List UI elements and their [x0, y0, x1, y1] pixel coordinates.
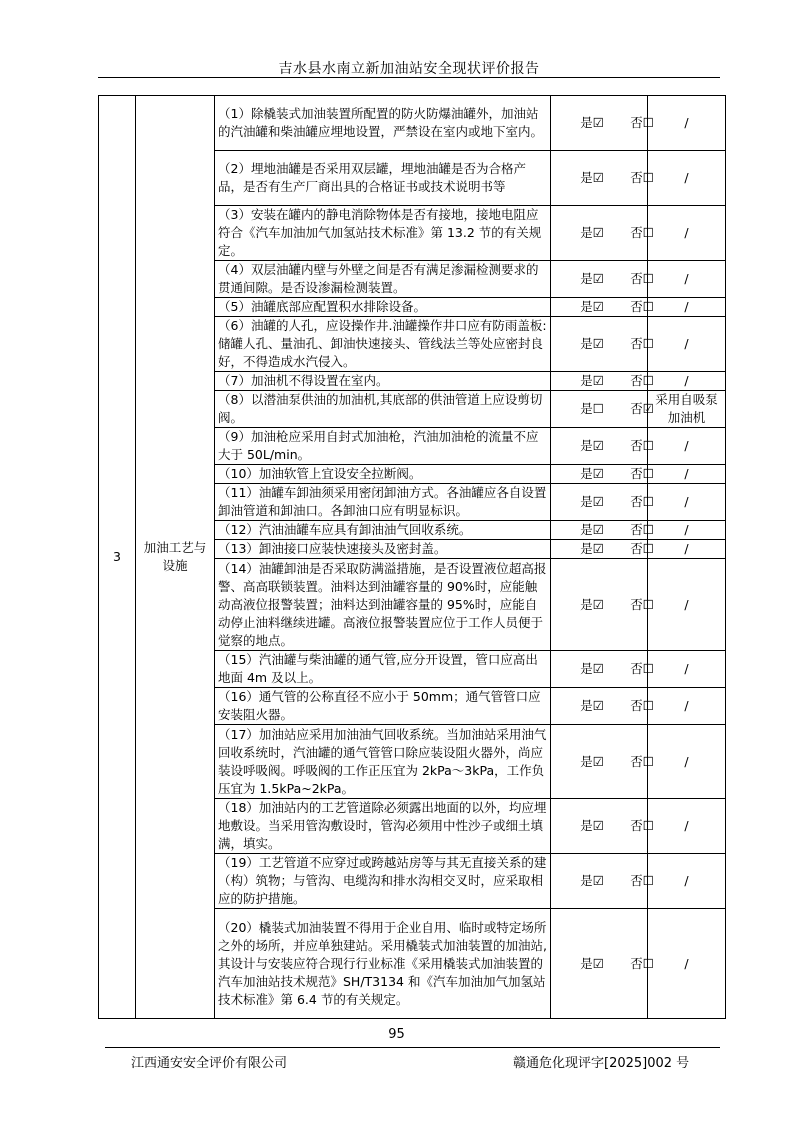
- check-result-cell: [551, 799, 654, 854]
- check-result-cell: [551, 151, 654, 206]
- remark-cell: /: [648, 261, 726, 298]
- footer-doc-number: 赣通危化现评字[2025]002 号: [513, 1056, 690, 1071]
- check-item-text: （16）通气管的公称直径不应小于 50mm；通气管管口应安装阻火器。: [215, 688, 551, 725]
- remark-cell: /: [648, 799, 726, 854]
- check-result-cell: [551, 261, 654, 298]
- check-item-text: （20）橇装式加油装置不得用于企业自用、临时或特定场所之外的场所，并应单独建站。采用橇装式加油装置的加油站,其设计与安装应符合现行行业标准《采用橇装式加油装置的汽车加油站技术规范》SH/T3134 和《汽车加油加气加氢站技术标准》第 6.4 节的有关规定。: [215, 909, 551, 1019]
- check-item-text: （5）油罐底部应配置积水排除设备。: [215, 298, 551, 317]
- check-item-text: （7）加油机不得设置在室内。: [215, 372, 551, 391]
- no-checkbox: 否☐: [630, 541, 654, 556]
- yes-checkbox: 是☑: [580, 115, 604, 130]
- check-result-cell: [551, 688, 654, 725]
- remark-cell: /: [648, 298, 726, 317]
- no-checkbox: 否☐: [630, 271, 654, 286]
- yes-checkbox: 是☑: [580, 466, 604, 481]
- no-checkbox: 否☐: [630, 336, 654, 351]
- check-item-text: （11）油罐车卸油须采用密闭卸油方式。各油罐应各自设置卸油管道和卸油口。各卸油口应有明显标识。: [215, 484, 551, 521]
- yes-checkbox: 是☑: [580, 225, 604, 240]
- no-checkbox: 否☐: [630, 373, 654, 388]
- table-row: [99, 96, 726, 151]
- no-checkbox: 否☐: [630, 698, 654, 713]
- yes-checkbox: 是☑: [580, 522, 604, 537]
- check-result-cell: [551, 651, 654, 688]
- check-item-text: （2）埋地油罐是否采用双层罐，埋地油罐是否为合格产品，是否有生产厂商出具的合格证书或技术说明书等: [215, 151, 551, 206]
- yes-checkbox: 是☑: [580, 271, 604, 286]
- remark-cell: 采用自吸泵加油机: [648, 391, 726, 428]
- check-item-text: （1）除橇装式加油装置所配置的防火防爆油罐外，加油站的汽油罐和柴油罐应埋地设置，严禁设在室内或地下室内。: [215, 96, 551, 151]
- remark-cell: /: [648, 688, 726, 725]
- check-result-cell: [551, 559, 654, 651]
- no-checkbox: 否☐: [630, 438, 654, 453]
- remark-cell: /: [648, 372, 726, 391]
- no-checkbox: 否☐: [630, 115, 654, 130]
- remark-cell: /: [648, 651, 726, 688]
- no-checkbox: 否☐: [630, 661, 654, 676]
- category-cell: 加油工艺与设施: [136, 96, 215, 1019]
- yes-checkbox: 是☐: [580, 401, 604, 416]
- header-divider: [98, 77, 720, 78]
- check-result-cell: [551, 465, 654, 484]
- yes-checkbox: 是☑: [580, 596, 604, 612]
- check-result-cell: [551, 317, 654, 372]
- check-result-cell: [551, 909, 654, 1019]
- check-item-text: （6）油罐的人孔，应设操作井.油罐操作井口应有防雨盖板:储罐人孔、量油孔、卸油快速接头、管线法兰等处应密封良好，不得造成水汽侵入。: [215, 317, 551, 372]
- no-checkbox: 否☐: [630, 170, 654, 185]
- yes-checkbox: 是☑: [580, 299, 604, 314]
- check-item-text: （15）汽油罐与柴油罐的通气管,应分开设置，管口应高出地面 4m 及以上。: [215, 651, 551, 688]
- footer-divider: [105, 1047, 720, 1048]
- yes-checkbox: 是☑: [580, 661, 604, 676]
- check-result-cell: [551, 540, 654, 559]
- check-result-cell: [551, 372, 654, 391]
- check-item-text: （4）双层油罐内壁与外壁之间是否有满足渗漏检测要求的贯通间隙。是否设渗漏检测装置。: [215, 261, 551, 298]
- remark-cell: /: [648, 465, 726, 484]
- no-checkbox: 否☐: [630, 522, 654, 537]
- yes-checkbox: 是☑: [580, 753, 604, 769]
- check-result-cell: [551, 725, 654, 799]
- page-header-title: 吉水县水南立新加油站安全现状评价报告: [278, 61, 540, 77]
- check-result-cell: [551, 206, 654, 261]
- remark-cell: /: [648, 559, 726, 651]
- check-item-text: （19）工艺管道不应穿过或跨越站房等与其无直接关系的建（构）筑物；与管沟、电缆沟和排水沟相交叉时，应采取相应的防护措施。: [215, 854, 551, 909]
- check-result-cell: [551, 484, 654, 521]
- remark-cell: /: [648, 96, 726, 151]
- check-result-cell: [551, 391, 654, 428]
- check-item-text: （17）加油站应采用加油油气回收系统。当加油站采用油气回收系统时，汽油罐的通气管管口除应装设阻火器外，尚应装设呼吸阀。呼吸阀的工作正压宜为 2kPa～3kPa，工作负压宜为 1.5kPa~2kPa。: [215, 725, 551, 799]
- remark-cell: /: [648, 317, 726, 372]
- yes-checkbox: 是☑: [580, 438, 604, 453]
- check-item-text: （12）汽油油罐车应具有卸油油气回收系统。: [215, 521, 551, 540]
- check-item-text: （10）加油软管上宜设安全拉断阀。: [215, 465, 551, 484]
- evaluation-table-body: [99, 96, 726, 1019]
- yes-checkbox: 是☑: [580, 873, 604, 888]
- no-checkbox: 否☑: [630, 401, 654, 416]
- remark-cell: /: [648, 909, 726, 1019]
- page-number: 95: [388, 1027, 405, 1042]
- no-checkbox: 否☐: [630, 753, 654, 769]
- yes-checkbox: 是☑: [580, 373, 604, 388]
- check-item-text: （8）以潜油泵供油的加油机,其底部的供油管道上应设剪切阀。: [215, 391, 551, 428]
- evaluation-table: [98, 95, 726, 1019]
- check-item-text: （18）加油站内的工艺管道除必须露出地面的以外，均应埋地敷设。当采用管沟敷设时，管沟必须用中性沙子或细土填满，填实。: [215, 799, 551, 854]
- yes-checkbox: 是☑: [580, 170, 604, 185]
- no-checkbox: 否☐: [630, 873, 654, 888]
- remark-cell: /: [648, 854, 726, 909]
- yes-checkbox: 是☑: [580, 818, 604, 833]
- no-checkbox: 否☐: [630, 466, 654, 481]
- no-checkbox: 否☐: [630, 596, 654, 612]
- check-item-text: （13）卸油接口应装快速接头及密封盖。: [215, 540, 551, 559]
- remark-cell: /: [648, 206, 726, 261]
- yes-checkbox: 是☑: [580, 336, 604, 351]
- check-result-cell: [551, 521, 654, 540]
- no-checkbox: 否☐: [630, 494, 654, 509]
- check-result-cell: [551, 854, 654, 909]
- yes-checkbox: 是☑: [580, 494, 604, 509]
- remark-cell: /: [648, 151, 726, 206]
- yes-checkbox: 是☑: [580, 541, 604, 556]
- remark-cell: /: [648, 540, 726, 559]
- yes-checkbox: 是☑: [580, 955, 604, 971]
- check-item-text: （14）油罐卸油是否采取防满溢措施，是否设置液位超高报警、高高联锁装置。油料达到油罐容量的 90%时，应能触动高液位报警装置；油料达到油罐容量的 95%时，应能自动停止油料继续进罐。高液位报警装置应位于工作人员便于觉察的地点。: [215, 559, 551, 651]
- check-item-text: （3）安装在罐内的静电消除物体是否有接地，接地电阻应符合《汽车加油加气加氢站技术标准》第 13.2 节的有关规定。: [215, 206, 551, 261]
- no-checkbox: 否☐: [630, 818, 654, 833]
- remark-cell: /: [648, 428, 726, 465]
- remark-cell: /: [648, 725, 726, 799]
- yes-checkbox: 是☑: [580, 698, 604, 713]
- remark-cell: /: [648, 484, 726, 521]
- check-result-cell: [551, 96, 654, 151]
- footer-company: 江西通安安全评价有限公司: [131, 1056, 288, 1071]
- sequence-number-cell: 3: [99, 96, 136, 1019]
- check-result-cell: [551, 428, 654, 465]
- check-item-text: （9）加油枪应采用自封式加油枪，汽油加油枪的流量不应大于 50L/min。: [215, 428, 551, 465]
- no-checkbox: 否☐: [630, 955, 654, 971]
- check-result-cell: [551, 298, 654, 317]
- no-checkbox: 否☐: [630, 225, 654, 240]
- remark-cell: /: [648, 521, 726, 540]
- no-checkbox: 否☐: [630, 299, 654, 314]
